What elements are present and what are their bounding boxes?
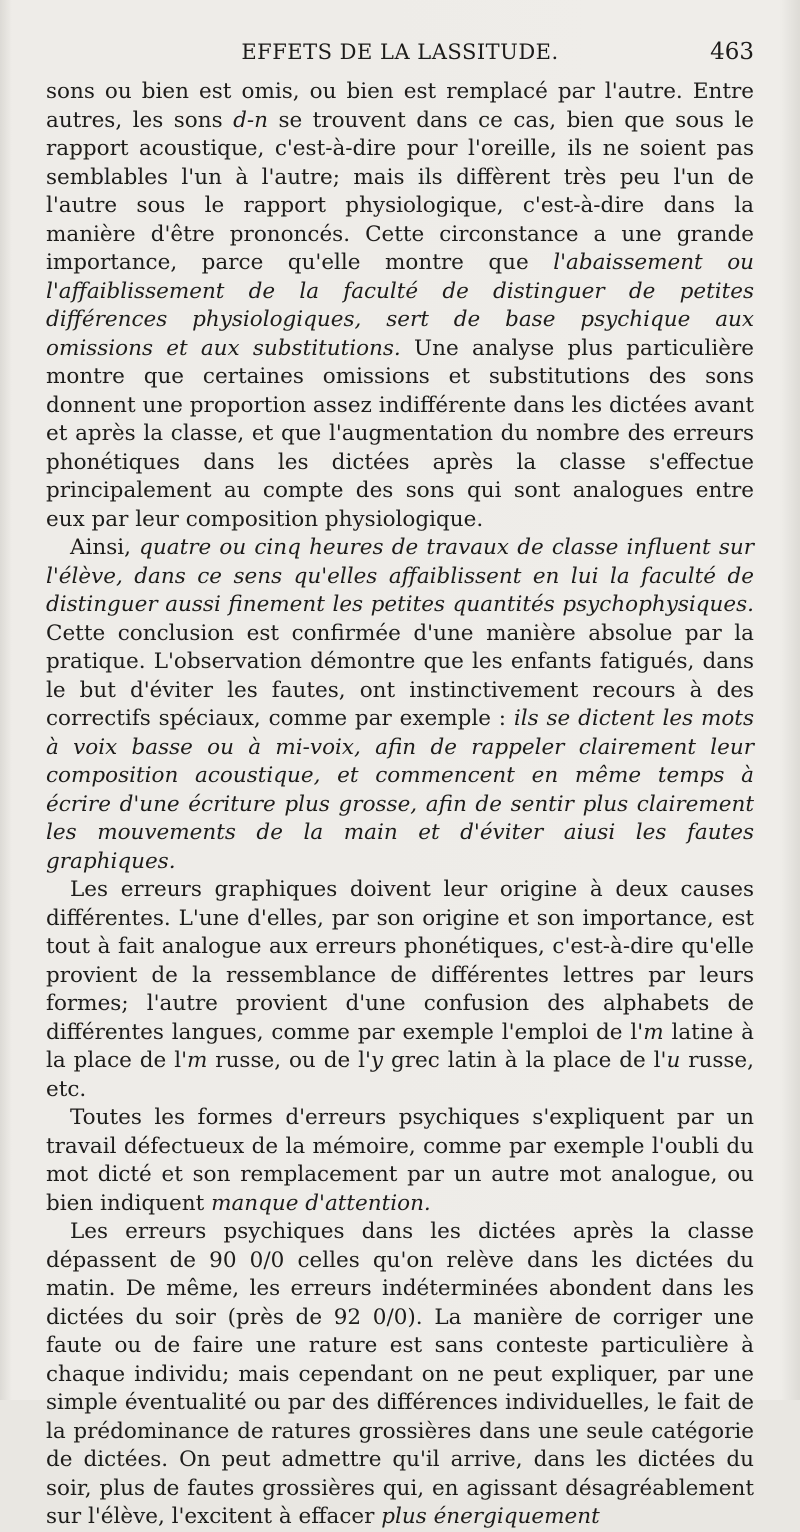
paragraph — [46, 876, 754, 1104]
italic-text: d-n — [233, 107, 268, 133]
text-run: Toutes les formes d'erreurs psychiques s'expliquent par un travail défectueux de la mémoire, comme par exemple l'oubli du mot dicté et son remplacement par un autre mot analogue, ou bien indiquent — [46, 1105, 754, 1216]
page-number: 463 — [710, 39, 754, 65]
italic-text: ils se dictent les mots à voix basse ou à mi-voix, afin de rappeler clairement leur composition acoustique, et commencent en même temps à écrire d'une écriture plus grosse, afin de sentir plus clairement les mouvements de la main et d'éviter aiusi les fautes graphiques. — [46, 706, 754, 874]
italic-text: y — [370, 1048, 384, 1073]
text-run: grec latin à la place de l' — [383, 1048, 667, 1073]
page-header — [46, 34, 754, 70]
text-run: Cette conclusion est confirmée d'une manière absolue par la pratique. L'observation démontre que les enfants fatigués, dans le but d'éviter les fautes, ont instinctivement recours à des correctifs spéciaux, comme par exemple : — [46, 620, 754, 731]
italic-text: l'abaissement ou l'affaiblissement de la faculté de distinguer de petites différences physiologiques, sert de base psychique aux omissions et aux substitutions. — [46, 250, 754, 361]
text-run: russe, etc. — [46, 1048, 754, 1102]
italic-text: u — [666, 1048, 681, 1073]
paragraph — [46, 534, 754, 876]
text-run: russe, ou de l' — [207, 1048, 371, 1073]
italic-text: quatre ou cinq heures de travaux de classe influent sur l'élève, dans ce sens qu'elles affaiblissent en lui la faculté de distinguer aussi finement les petites quantités psychophysiques. — [46, 535, 754, 617]
paragraph — [46, 1104, 754, 1218]
body-text — [46, 78, 754, 1532]
text-run: se trouvent dans ce cas, bien que sous le rapport acoustique, c'est-à-dire pour l'oreille, ils ne soient pas semblables l'un à l'autre; mais ils diffèrent très peu l'un de l'autre sous le rapport physiologique, c'est-à-dire dans la manière d'être prononcés. Cette circonstance a une grande importance, parce qu'elle montre que — [46, 107, 754, 275]
paragraph — [46, 78, 754, 534]
italic-text: m — [186, 1048, 208, 1073]
text-run: Les erreurs graphiques doivent leur origine à deux causes différentes. L'une d'elles, par son origine et son importance, est tout à fait analogue aux erreurs phonétiques, c'est-à-dire qu'elle provient de la ressemblance de différentes lettres par leurs formes; l'autre provient d'une confusion des alphabets de différentes langues, comme par exemple l'emploi de l' — [46, 877, 754, 1045]
paragraph — [46, 1218, 754, 1532]
text-run: sons ou bien est omis, ou bien est remplacé par l'autre. Entre autres, les sons — [46, 79, 754, 133]
italic-text: m — [643, 1019, 664, 1045]
italic-text: manque d'attention. — [211, 1190, 431, 1216]
italic-text: plus énergiquement — [381, 1504, 600, 1529]
running-title: EFFETS DE LA LASSITUDE. — [241, 40, 559, 64]
text-run: Les erreurs psychiques dans les dictées après la classe dépassent de 90 0/0 celles qu'on relève dans les dictées du matin. De même, les erreurs indéterminées abondent dans les dictées du soir (près de 92 0/0). La manière de corriger une faute ou de faire une rature est sans conteste particulière à chaque individu; mais cependant on ne peut expliquer, par une simple éventualité ou par des différences individuelles, le fait de la prédominance de ratures grossières dans une seule catégorie de dictées. On peut admettre qu'il arrive, dans les dictées du soir, plus de fautes grossières qui, en agissant désagréablement sur l'élève, l'excitent à effacer — [46, 1219, 754, 1529]
text-run: latine à la place de l' — [46, 1019, 754, 1073]
text-run: Ainsi, — [70, 535, 140, 560]
text-run: Une analyse plus particulière montre que certaines omissions et substitutions des sons donnent une proportion assez indifférente dans les dictées avant et après la classe, et que l'augmentation du nombre des erreurs phonétiques dans les dictées après la classe s'effectue principalement au compte des sons qui sont analogues entre eux par leur composition physiologique. — [46, 335, 754, 532]
